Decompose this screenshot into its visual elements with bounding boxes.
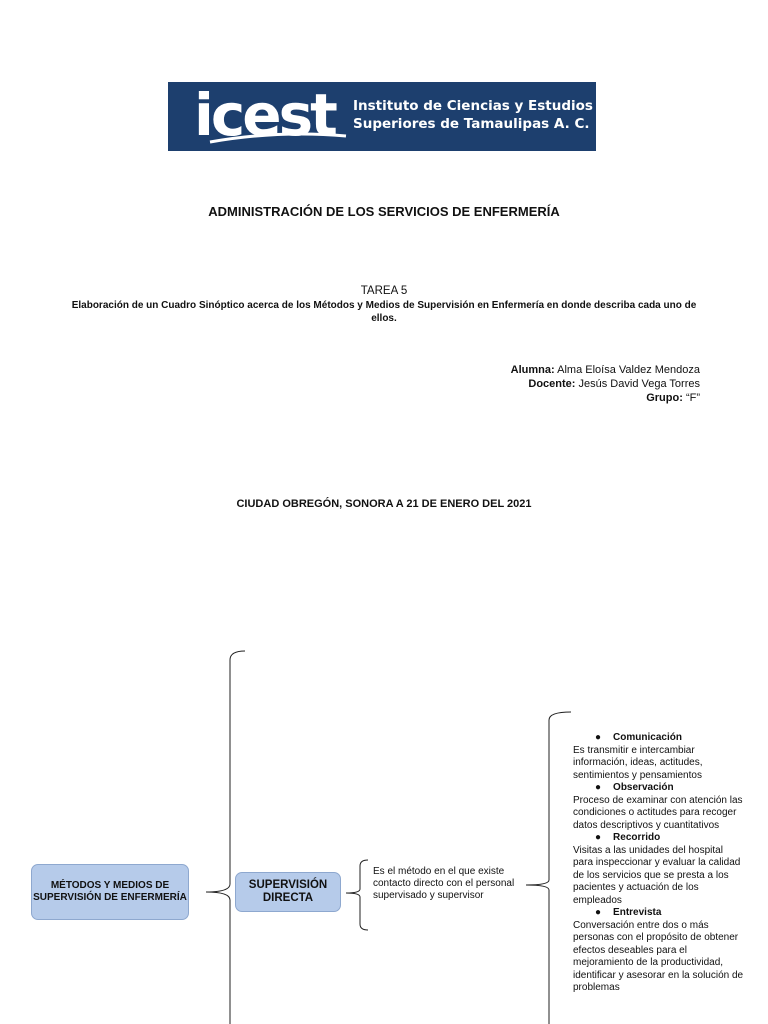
course-title: ADMINISTRACIÓN DE LOS SERVICIOS DE ENFERMERÍA — [208, 204, 560, 219]
list-item — [573, 907, 745, 995]
group-label: Grupo: — [646, 392, 683, 404]
methods-list — [573, 732, 745, 995]
place-date: CIUDAD OBREGÓN, SONORA A 21 DE ENERO DEL 2021 — [236, 498, 532, 510]
list-item — [573, 832, 745, 907]
list-item — [573, 732, 745, 782]
logo-line-1: Instituto de Ciencias y Estudios — [353, 98, 593, 114]
branch-node: SUPERVISIÓN DIRECTA — [235, 872, 341, 912]
items-bracket — [526, 712, 571, 1024]
group-value: “F” — [685, 392, 700, 404]
bullet-icon: ● — [595, 782, 602, 793]
item-text: Conversación entre dos o más personas con el propósito de obtener efectos deseables para el mejoramiento de la productividad, identificar y asesorar en la solución de problemas — [573, 919, 744, 993]
teacher-name: Jesús David Vega Torres — [578, 378, 700, 390]
item-title: Comunicación — [613, 732, 682, 743]
student-name: Alma Eloísa Valdez Mendoza — [557, 364, 700, 376]
item-title: Observación — [613, 782, 674, 793]
logo-mark: icest — [194, 81, 335, 149]
logo-line-2: Superiores de Tamaulipas A. C. — [353, 116, 590, 132]
item-text: Proceso de examinar con atención las condiciones o actitudes para recoger datos descriptivos y cuantitativos — [573, 794, 743, 831]
bullet-icon: ● — [595, 732, 602, 743]
teacher-label: Docente: — [528, 378, 576, 390]
branch-description: Es el método en el que existe contacto directo con el personal supervisado y supervisor — [373, 866, 515, 901]
item-title: Entrevista — [613, 907, 662, 918]
item-text: Es transmitir e intercambiar información, ideas, actitudes, sentimientos y pensamientos — [573, 744, 703, 781]
main-bracket — [206, 651, 245, 1024]
student-label: Alumna: — [510, 364, 555, 376]
item-title: Recorrido — [613, 832, 661, 843]
bullet-icon: ● — [595, 832, 602, 843]
description-bracket — [346, 860, 368, 930]
task-description: Elaboración de un Cuadro Sinóptico acerca de los Métodos y Medios de Supervisión en Enfermería en donde describa cada uno de ellos. — [71, 300, 697, 324]
list-item — [573, 782, 745, 832]
bullet-icon: ● — [595, 907, 602, 918]
item-text: Visitas a las unidades del hospital para inspeccionar y evaluar la calidad de los servicios que se presta a los pacientes y actuación de los empleados — [573, 844, 741, 906]
task-label: TAREA 5 — [360, 285, 408, 297]
root-node: MÉTODOS Y MEDIOS DE SUPERVISIÓN DE ENFERMERÍA — [31, 864, 189, 920]
